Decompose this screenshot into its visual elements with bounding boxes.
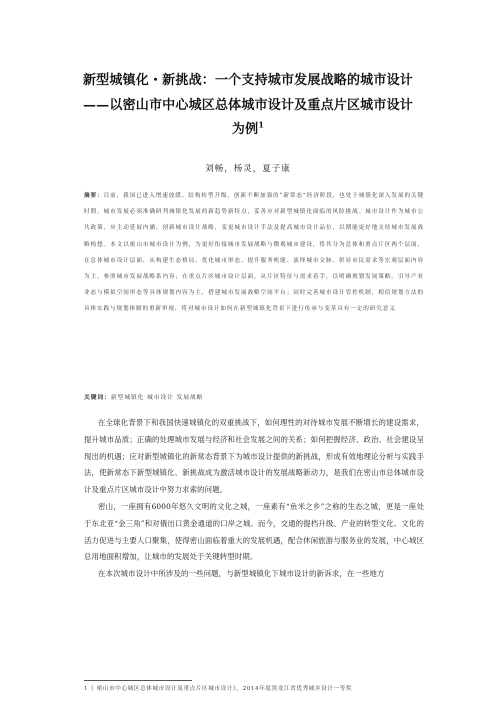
- body-text: [84, 415, 424, 583]
- title-line-1: 新型城镇化・新挑战：一个支持城市发展战略的城市设计: [82, 73, 413, 88]
- abstract-label: 摘要：: [84, 193, 104, 199]
- body-paragraph-3: 在本次城市设计中所涉及的一些问题，与新型城镇化下城市设计的新诉求，在一些地方: [98, 569, 385, 579]
- keywords-label: 关键词：: [84, 395, 111, 401]
- footnote: 1《 密山市中心城区总体城市设计及重点片区城市设计》，2014年度黑龙江省优秀城乡设计一等奖: [84, 686, 353, 692]
- abstract-text: 目前，我国已进入增速放缓、结构转型升级、创新不断加强的“新常态”经济阶段，也处于城镇化深入发展的关键时期。城市发展必须准确研判城镇化发展的新趋势新特点，妥善应对新型城镇化面临的风险挑战。城市设计作为城市公共政策，应主动延展内涵，创新城市设计战略，变更城市设计手法及提高城市设计品位，以期能更好地支持城市发展战略构想。本文以密山市城市设计为例，为更好衔接城市发展战略与微观城市建设，将其分为总体和重点片区两个层面，在总体城市设计层面，从构建生态格局、优化城市形态、提升服务机能、演绎城市文脉、彰显市民需求等宏观层面内容为主，参照城市发展战略系内容；在重点片区城市设计层面，从片区特征与需求着手，以明确规划发展策略。引导产业业态与模拟空间形态等具体规划内容为主，搭建城市发展战略空间平台；同时完善城市设计管控机制，相信规划方法的具体实践与规划体制的重新审视，将对城市设计如何在新型城镇化背景下进行传承与变革具有一定的研究意义: [84, 193, 424, 313]
- body-paragraph-2: 密山，一座拥有6000年悠久文明的文化之城，一座素有“鱼米之乡”之称的生态之城，更是一座处于东北亚“金三角”和对俄出口黄金通道的口岸之城。而今，交通的提档升级、产业的转型文化、文化的活力促进与主要人口聚集，使得密山面临着重大的发展机遇，配合休闲旅游与服务业的发展，中心城区总用地面积增加，让城市的发展处于关键转型时期。: [84, 501, 424, 562]
- footnote-divider: [84, 680, 192, 681]
- title-line-2: ——以密山市中心城区总体城市设计及重点片区城市设计: [82, 98, 413, 113]
- title-line-3: [40, 118, 456, 137]
- abstract: [84, 188, 424, 318]
- keywords: [84, 392, 203, 401]
- title-footnote-marker: 1: [258, 119, 265, 130]
- keywords-text: 新型城镇化 城市设计 发展战略: [110, 395, 204, 401]
- title-line-3-text: 为例: [231, 122, 259, 137]
- author-list: 刘畅，杨灵，夏子康: [205, 164, 291, 174]
- body-paragraph-1: 在全球化背景下和我国快速城镇化的双重挑战下，如何理性的对待城市发展不断增长的建设需求，提升城市品质；正确的处理城市发展与经济和社会发展之间的关系；如何把握经济、政治、社会建设呈现出的机遇；应对新型城镇化的新常态背景下为城市设计提供的新挑战，形成有效地理论分析与实践手法，使新常态下新型城镇化、新挑战成为激活城市设计的发展战略新动力，是我们在密山市总体城市设计及重点片区城市设计中努力求索的问题。: [84, 418, 424, 495]
